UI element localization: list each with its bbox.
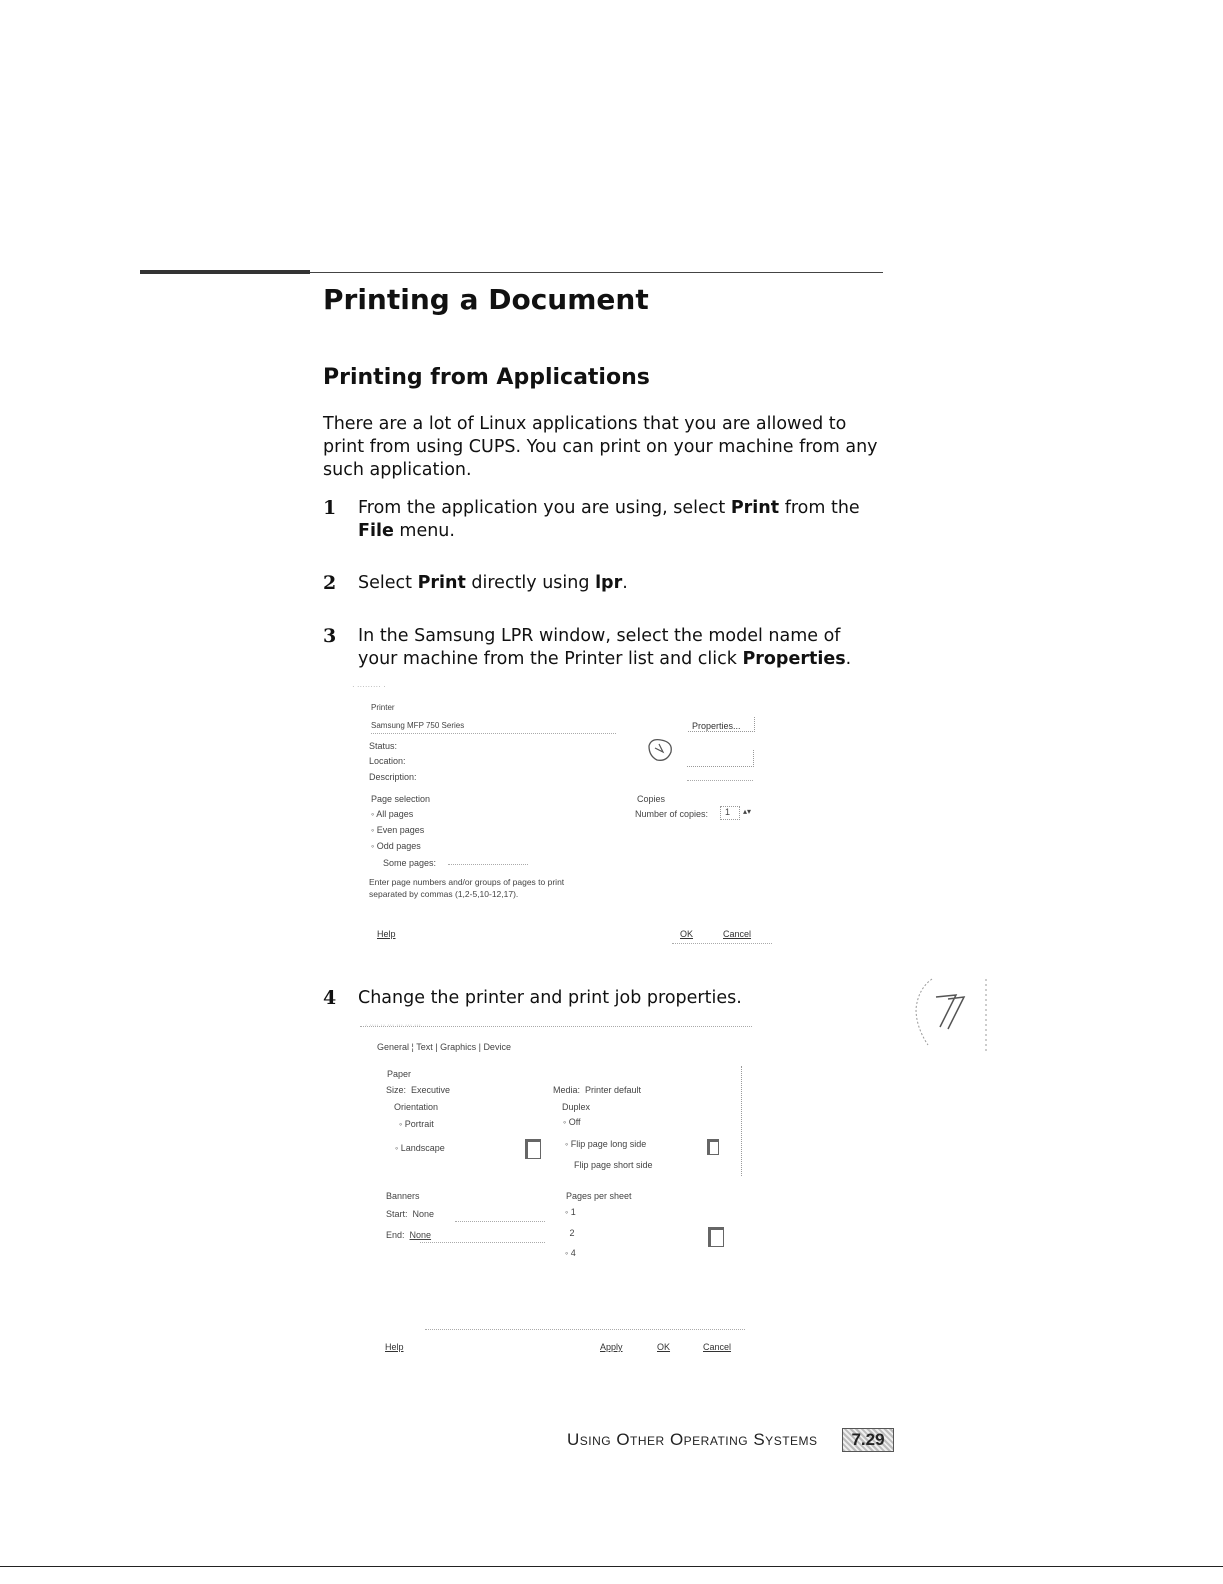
printer-select[interactable]: Samsung MFP 750 Series bbox=[371, 721, 465, 730]
ok-button[interactable]: OK bbox=[657, 1342, 671, 1352]
orientation-preview-icon bbox=[525, 1139, 541, 1159]
step-2 bbox=[323, 572, 893, 595]
size-value: Executive bbox=[411, 1085, 451, 1095]
pps-2-label: 2 bbox=[569, 1228, 575, 1238]
step-bold: Properties bbox=[742, 649, 846, 669]
cancel-button[interactable]: Cancel bbox=[703, 1342, 732, 1352]
size-label: Size: bbox=[386, 1085, 407, 1095]
copies-value: 1 bbox=[725, 807, 731, 817]
header-rule bbox=[310, 272, 883, 273]
pps-preview-icon bbox=[708, 1227, 724, 1247]
page-hint-line2: separated by commas (1,2-5,10-12,17). bbox=[369, 889, 519, 899]
cancel-button[interactable]: Cancel bbox=[723, 929, 752, 939]
flip-short-label: Flip page short side bbox=[574, 1160, 653, 1170]
banner-end-field[interactable] bbox=[386, 1230, 431, 1240]
all-pages-radio[interactable]: ◦ All pages bbox=[371, 809, 414, 819]
copies-label: Copies bbox=[637, 794, 666, 804]
step-bold: lpr bbox=[595, 573, 623, 593]
lpr-dialog-screenshot: · ········· · Printer Samsung MFP 750 Series Properties... Status: Location: Description: Page selection ◦ All pages ◦ Even pages ◦ Odd pages Some pages: Enter page numbers and/or groups of pages to print separated by commas (1,2-5,10-12,17). Copies Number of copies: 1 ▴▾ Help OK Cancel bbox=[350, 680, 780, 960]
start-value: None bbox=[412, 1209, 435, 1219]
footer-label: Using Other Operating Systems bbox=[567, 1430, 818, 1449]
number-of-copies-label: Number of copies: bbox=[635, 809, 709, 819]
step-bold: Print bbox=[417, 573, 466, 593]
duplex-label: Duplex bbox=[562, 1102, 591, 1112]
pps-4-label: 4 bbox=[570, 1248, 576, 1258]
printer-label: Printer bbox=[371, 703, 395, 712]
description-label: Description: bbox=[369, 772, 417, 782]
section-title: Printing a Document bbox=[323, 283, 649, 316]
pages-per-sheet-label: Pages per sheet bbox=[566, 1191, 632, 1201]
pps-1-label: 1 bbox=[570, 1207, 576, 1217]
pps-2-radio[interactable] bbox=[567, 1228, 575, 1238]
media-value: Printer default bbox=[585, 1085, 642, 1095]
bottom-border bbox=[0, 1566, 1223, 1567]
page-hint-line1: Enter page numbers and/or groups of pages to print bbox=[369, 877, 565, 887]
tab-device[interactable]: Device bbox=[483, 1042, 511, 1052]
landscape-label: Landscape bbox=[400, 1143, 445, 1153]
step-number: 2 bbox=[323, 572, 337, 594]
portrait-radio[interactable]: ◦ Portrait bbox=[399, 1119, 434, 1129]
flip-short-radio[interactable] bbox=[574, 1160, 653, 1170]
flip-long-label: Flip page long side bbox=[570, 1139, 647, 1149]
page-number: 7.29 bbox=[842, 1428, 894, 1452]
step-3 bbox=[323, 625, 893, 671]
printer-icon bbox=[645, 736, 677, 766]
step-text: Select bbox=[358, 573, 418, 593]
some-pages-label: Some pages: bbox=[383, 858, 437, 868]
spin-arrows-icon[interactable]: ▴▾ bbox=[743, 807, 752, 816]
end-label: End: bbox=[386, 1230, 405, 1240]
duplex-preview-icon bbox=[707, 1139, 719, 1155]
step-bold: Print bbox=[730, 498, 780, 518]
ok-button[interactable]: OK bbox=[680, 929, 694, 939]
pps-1-radio[interactable]: ◦ 1 bbox=[565, 1207, 576, 1217]
header-rule-thick bbox=[140, 270, 310, 274]
step-text: menu. bbox=[393, 521, 455, 541]
step-number: 4 bbox=[323, 987, 337, 1009]
all-pages-label: All pages bbox=[376, 809, 414, 819]
step-bold: File bbox=[358, 521, 394, 541]
step-text: Change the printer and print job properties. bbox=[358, 988, 742, 1008]
step-text: from the bbox=[779, 498, 860, 518]
landscape-radio[interactable]: ◦ Landscape bbox=[395, 1143, 445, 1153]
tab-general[interactable]: General bbox=[377, 1042, 410, 1052]
page-selection-label: Page selection bbox=[371, 794, 431, 804]
start-label: Start: bbox=[386, 1209, 408, 1219]
even-pages-label: Even pages bbox=[376, 825, 425, 835]
properties-button[interactable]: Properties... bbox=[692, 721, 741, 731]
footer-text bbox=[567, 1430, 818, 1450]
apply-button[interactable]: Apply bbox=[600, 1342, 623, 1352]
step-text: In the Samsung LPR window, select the model name of your machine from the Printer list and click bbox=[358, 626, 841, 669]
duplex-off-radio[interactable]: ◦ Off bbox=[563, 1117, 581, 1127]
tab-bar: General ¦ Text | Graphics | Device bbox=[377, 1042, 511, 1052]
chapter-tab-icon bbox=[912, 975, 988, 1055]
flip-long-radio[interactable]: ◦ Flip page long side bbox=[565, 1139, 647, 1149]
step-text: . bbox=[622, 573, 628, 593]
size-field[interactable] bbox=[386, 1085, 450, 1095]
step-4 bbox=[323, 987, 893, 1010]
step-1 bbox=[323, 497, 893, 543]
even-pages-radio[interactable]: ◦ Even pages bbox=[371, 825, 425, 835]
pps-4-radio[interactable]: ◦ 4 bbox=[565, 1248, 576, 1258]
status-label: Status: bbox=[369, 741, 398, 751]
banners-label: Banners bbox=[386, 1191, 420, 1201]
location-label: Location: bbox=[369, 756, 406, 766]
help-button[interactable]: Help bbox=[377, 929, 396, 939]
banner-start-field[interactable] bbox=[386, 1209, 434, 1219]
paper-label: Paper bbox=[387, 1069, 412, 1079]
media-field[interactable] bbox=[553, 1085, 641, 1095]
tab-graphics[interactable]: Graphics bbox=[440, 1042, 477, 1052]
help-button[interactable]: Help bbox=[385, 1342, 404, 1352]
step-number: 1 bbox=[323, 497, 337, 519]
copies-spinbox[interactable] bbox=[720, 806, 740, 820]
some-pages-radio[interactable] bbox=[383, 858, 436, 868]
end-value: None bbox=[409, 1230, 432, 1240]
odd-pages-label: Odd pages bbox=[376, 841, 421, 851]
intro-paragraph: There are a lot of Linux applications that you are allowed to print from using CUPS. You can print on your machine from any such application. bbox=[323, 414, 878, 480]
properties-dialog-screenshot: · ···· ·· ··· ··· ··· ··· General ¦ Text | Graphics | Device Paper Size: Executive Media: Printer default Orientation ◦ Portrait ◦ Landscape Duplex ◦ Off ◦ Flip page long side Flip page short side Banners Start: None End: None Pages per sheet ◦ 1 2 ◦ 4 Help Apply OK Cancel bbox=[355, 1020, 775, 1380]
step-text: From the application you are using, select bbox=[358, 498, 731, 518]
tab-text[interactable]: Text bbox=[416, 1042, 433, 1052]
duplex-off-label: Off bbox=[568, 1117, 581, 1127]
portrait-label: Portrait bbox=[404, 1119, 434, 1129]
media-label: Media: bbox=[553, 1085, 581, 1095]
step-number: 3 bbox=[323, 625, 337, 647]
odd-pages-radio[interactable]: ◦ Odd pages bbox=[371, 841, 421, 851]
step-text: . bbox=[845, 649, 852, 669]
subsection-title: Printing from Applications bbox=[323, 365, 650, 390]
orientation-label: Orientation bbox=[394, 1102, 439, 1112]
step-text: directly using bbox=[465, 573, 596, 593]
